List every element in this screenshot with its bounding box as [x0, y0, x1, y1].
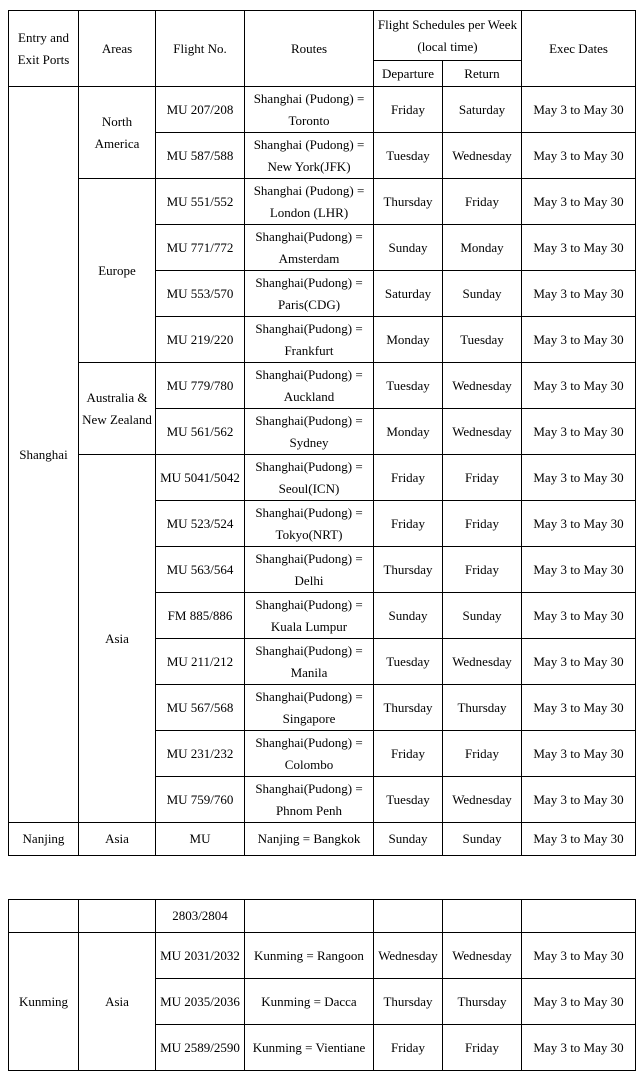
departure-cell: Sunday: [374, 225, 443, 271]
dates-cell: May 3 to May 30: [522, 979, 636, 1025]
dates-cell: May 3 to May 30: [522, 685, 636, 731]
table-row: [9, 900, 636, 933]
flight-cell: MU 2031/2032: [156, 933, 245, 979]
dates-cell: May 3 to May 30: [522, 363, 636, 409]
flight-cell: FM 885/886: [156, 593, 245, 639]
departure-cell: Sunday: [374, 593, 443, 639]
flight-cell: MU 759/760: [156, 777, 245, 823]
dates-cell: May 3 to May 30: [522, 777, 636, 823]
return-cell: Thursday: [443, 979, 522, 1025]
return-cell: Friday: [443, 179, 522, 225]
departure-cell: Tuesday: [374, 363, 443, 409]
route-cell: Shanghai(Pudong) = Frankfurt: [245, 317, 374, 363]
dates-cell: May 3 to May 30: [522, 731, 636, 777]
dates-cell: May 3 to May 30: [522, 593, 636, 639]
table-row: [9, 933, 636, 979]
area-cell: Asia: [79, 933, 156, 1071]
table-row: [9, 179, 636, 225]
route-cell: Nanjing = Bangkok: [245, 823, 374, 856]
route-cell: Shanghai (Pudong) = London (LHR): [245, 179, 374, 225]
flight-cell: MU: [156, 823, 245, 856]
departure-cell: Wednesday: [374, 933, 443, 979]
return-cell: Sunday: [443, 593, 522, 639]
route-cell: Shanghai(Pudong) = Manila: [245, 639, 374, 685]
dates-cell: May 3 to May 30: [522, 179, 636, 225]
header-areas: Areas: [79, 11, 156, 87]
route-cell: Shanghai(Pudong) = Auckland: [245, 363, 374, 409]
table-row: [9, 363, 636, 409]
flight-cell: MU 5041/5042: [156, 455, 245, 501]
return-cell: Sunday: [443, 271, 522, 317]
header-schedule: Flight Schedules per Week (local time): [374, 11, 522, 61]
route-cell: Shanghai(Pudong) = Delhi: [245, 547, 374, 593]
route-cell: Shanghai(Pudong) = Sydney: [245, 409, 374, 455]
flight-cell: MU 207/208: [156, 87, 245, 133]
route-cell: Shanghai(Pudong) = Colombo: [245, 731, 374, 777]
departure-cell: Friday: [374, 455, 443, 501]
dates-cell: May 3 to May 30: [522, 271, 636, 317]
flight-cell: MU 567/568: [156, 685, 245, 731]
departure-cell: Friday: [374, 87, 443, 133]
departure-cell: Thursday: [374, 179, 443, 225]
dates-cell: May 3 to May 30: [522, 87, 636, 133]
route-cell: Kunming = Dacca: [245, 979, 374, 1025]
return-cell: Monday: [443, 225, 522, 271]
dates-cell: May 3 to May 30: [522, 501, 636, 547]
area-cell: Asia: [79, 823, 156, 856]
dates-cell: May 3 to May 30: [522, 639, 636, 685]
departure-cell: Friday: [374, 501, 443, 547]
table-row: [9, 87, 636, 133]
flight-cell: 2803/2804: [156, 900, 245, 933]
return-cell: Wednesday: [443, 777, 522, 823]
departure-cell: Thursday: [374, 547, 443, 593]
return-cell: Wednesday: [443, 363, 522, 409]
departure-cell: Saturday: [374, 271, 443, 317]
return-cell: Wednesday: [443, 133, 522, 179]
flight-schedule-table: [8, 10, 636, 856]
dates-cell: May 3 to May 30: [522, 823, 636, 856]
return-cell: Wednesday: [443, 409, 522, 455]
area-cell: North America: [79, 87, 156, 179]
table-row: [9, 823, 636, 856]
port-cell: Kunming: [9, 933, 79, 1071]
departure-cell: Friday: [374, 1025, 443, 1071]
return-cell: Saturday: [443, 87, 522, 133]
dates-cell: May 3 to May 30: [522, 547, 636, 593]
flight-cell: MU 211/212: [156, 639, 245, 685]
departure-cell: Sunday: [374, 823, 443, 856]
flight-cell: MU 551/552: [156, 179, 245, 225]
departure-cell: Tuesday: [374, 639, 443, 685]
route-cell: Shanghai(Pudong) = Phnom Penh: [245, 777, 374, 823]
dates-cell: May 3 to May 30: [522, 1025, 636, 1071]
flight-cell: MU 563/564: [156, 547, 245, 593]
route-cell: Shanghai(Pudong) = Seoul(ICN): [245, 455, 374, 501]
flight-cell: MU 553/570: [156, 271, 245, 317]
dates-cell: May 3 to May 30: [522, 409, 636, 455]
route-cell: Kunming = Rangoon: [245, 933, 374, 979]
return-cell: Wednesday: [443, 933, 522, 979]
header-ports: Entry and Exit Ports: [9, 11, 79, 87]
route-cell: Shanghai(Pudong) = Singapore: [245, 685, 374, 731]
flight-cell: MU 231/232: [156, 731, 245, 777]
departure-cell: Monday: [374, 409, 443, 455]
header-return: Return: [443, 61, 522, 87]
dates-cell: May 3 to May 30: [522, 225, 636, 271]
dates-cell: May 3 to May 30: [522, 317, 636, 363]
port-cell: Nanjing: [9, 823, 79, 856]
table-row: [9, 455, 636, 501]
flight-cell: MU 2035/2036: [156, 979, 245, 1025]
port-cell: Shanghai: [9, 87, 79, 823]
departure-cell: Tuesday: [374, 133, 443, 179]
return-cell: Sunday: [443, 823, 522, 856]
header-dates: Exec Dates: [522, 11, 636, 87]
return-cell: Thursday: [443, 685, 522, 731]
flight-cell: MU 771/772: [156, 225, 245, 271]
return-cell: Friday: [443, 455, 522, 501]
area-cell: Asia: [79, 455, 156, 823]
flight-schedule-table-continued: [8, 899, 636, 1071]
route-cell: Shanghai(Pudong) = Kuala Lumpur: [245, 593, 374, 639]
dates-cell: May 3 to May 30: [522, 933, 636, 979]
flight-cell: MU 2589/2590: [156, 1025, 245, 1071]
route-cell: Shanghai (Pudong) = Toronto: [245, 87, 374, 133]
header-routes: Routes: [245, 11, 374, 87]
area-cell: Australia & New Zealand: [79, 363, 156, 455]
return-cell: Friday: [443, 731, 522, 777]
return-cell: Friday: [443, 1025, 522, 1071]
dates-cell: May 3 to May 30: [522, 455, 636, 501]
header-departure: Departure: [374, 61, 443, 87]
flight-cell: MU 561/562: [156, 409, 245, 455]
route-cell: Shanghai(Pudong) = Amsterdam: [245, 225, 374, 271]
header-flight: Flight No.: [156, 11, 245, 87]
flight-cell: MU 587/588: [156, 133, 245, 179]
return-cell: Tuesday: [443, 317, 522, 363]
route-cell: Shanghai(Pudong) = Tokyo(NRT): [245, 501, 374, 547]
return-cell: Wednesday: [443, 639, 522, 685]
departure-cell: Friday: [374, 731, 443, 777]
area-cell: Europe: [79, 179, 156, 363]
departure-cell: Monday: [374, 317, 443, 363]
flight-cell: MU 219/220: [156, 317, 245, 363]
route-cell: Kunming = Vientiane: [245, 1025, 374, 1071]
route-cell: Shanghai (Pudong) = New York(JFK): [245, 133, 374, 179]
departure-cell: Thursday: [374, 979, 443, 1025]
flight-cell: MU 779/780: [156, 363, 245, 409]
route-cell: Shanghai(Pudong) = Paris(CDG): [245, 271, 374, 317]
departure-cell: Tuesday: [374, 777, 443, 823]
departure-cell: Thursday: [374, 685, 443, 731]
return-cell: Friday: [443, 547, 522, 593]
flight-cell: MU 523/524: [156, 501, 245, 547]
dates-cell: May 3 to May 30: [522, 133, 636, 179]
return-cell: Friday: [443, 501, 522, 547]
